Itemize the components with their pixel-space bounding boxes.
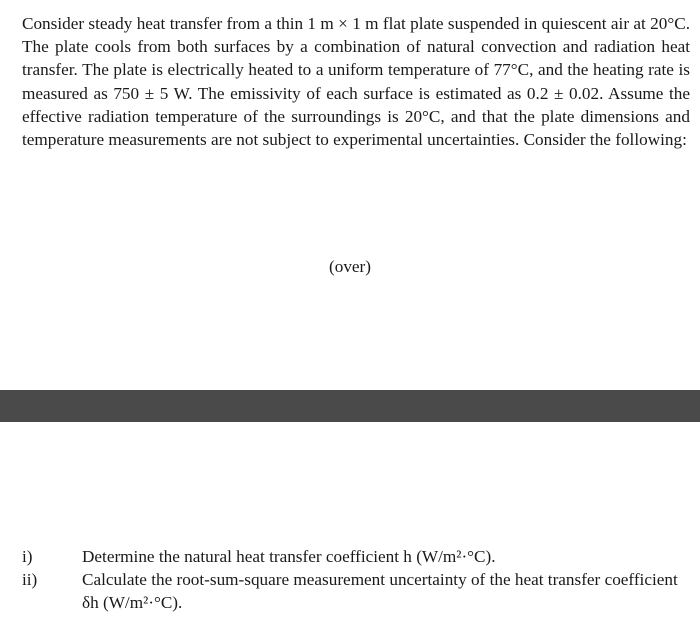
question-item xyxy=(22,568,692,614)
question-text: Determine the natural heat transfer coefficient h (W/m²·°C). xyxy=(82,547,496,566)
question-number: ii) xyxy=(22,570,38,590)
question-item xyxy=(22,545,692,568)
problem-statement: Consider steady heat transfer from a thin 1 m × 1 m flat plate suspended in quiescent air at 20°C. The plate cools from both surfaces by a combination of natural convection and radiation heat transfer. The plate is electrically heated to a uniform temperature of 77°C, and the heating rate is measured as 750 ± 5 W. The emissivity of each surface is estimated as 0.2 ± 0.02. Assume the effective radiation temperature of the surroundings is 20°C, and that the plate dimensions and temperature measurements are not subject to experimental uncertainties. Consider the following: xyxy=(22,14,690,150)
question-number: i) xyxy=(22,547,33,566)
question-text: Calculate the root-sum-square measurement uncertainty of the heat transfer coefficient δh (W/m²·°C). xyxy=(82,570,678,613)
page-turn-note: (over) xyxy=(329,257,371,276)
question-list xyxy=(22,545,692,615)
page-break-band xyxy=(0,390,700,422)
